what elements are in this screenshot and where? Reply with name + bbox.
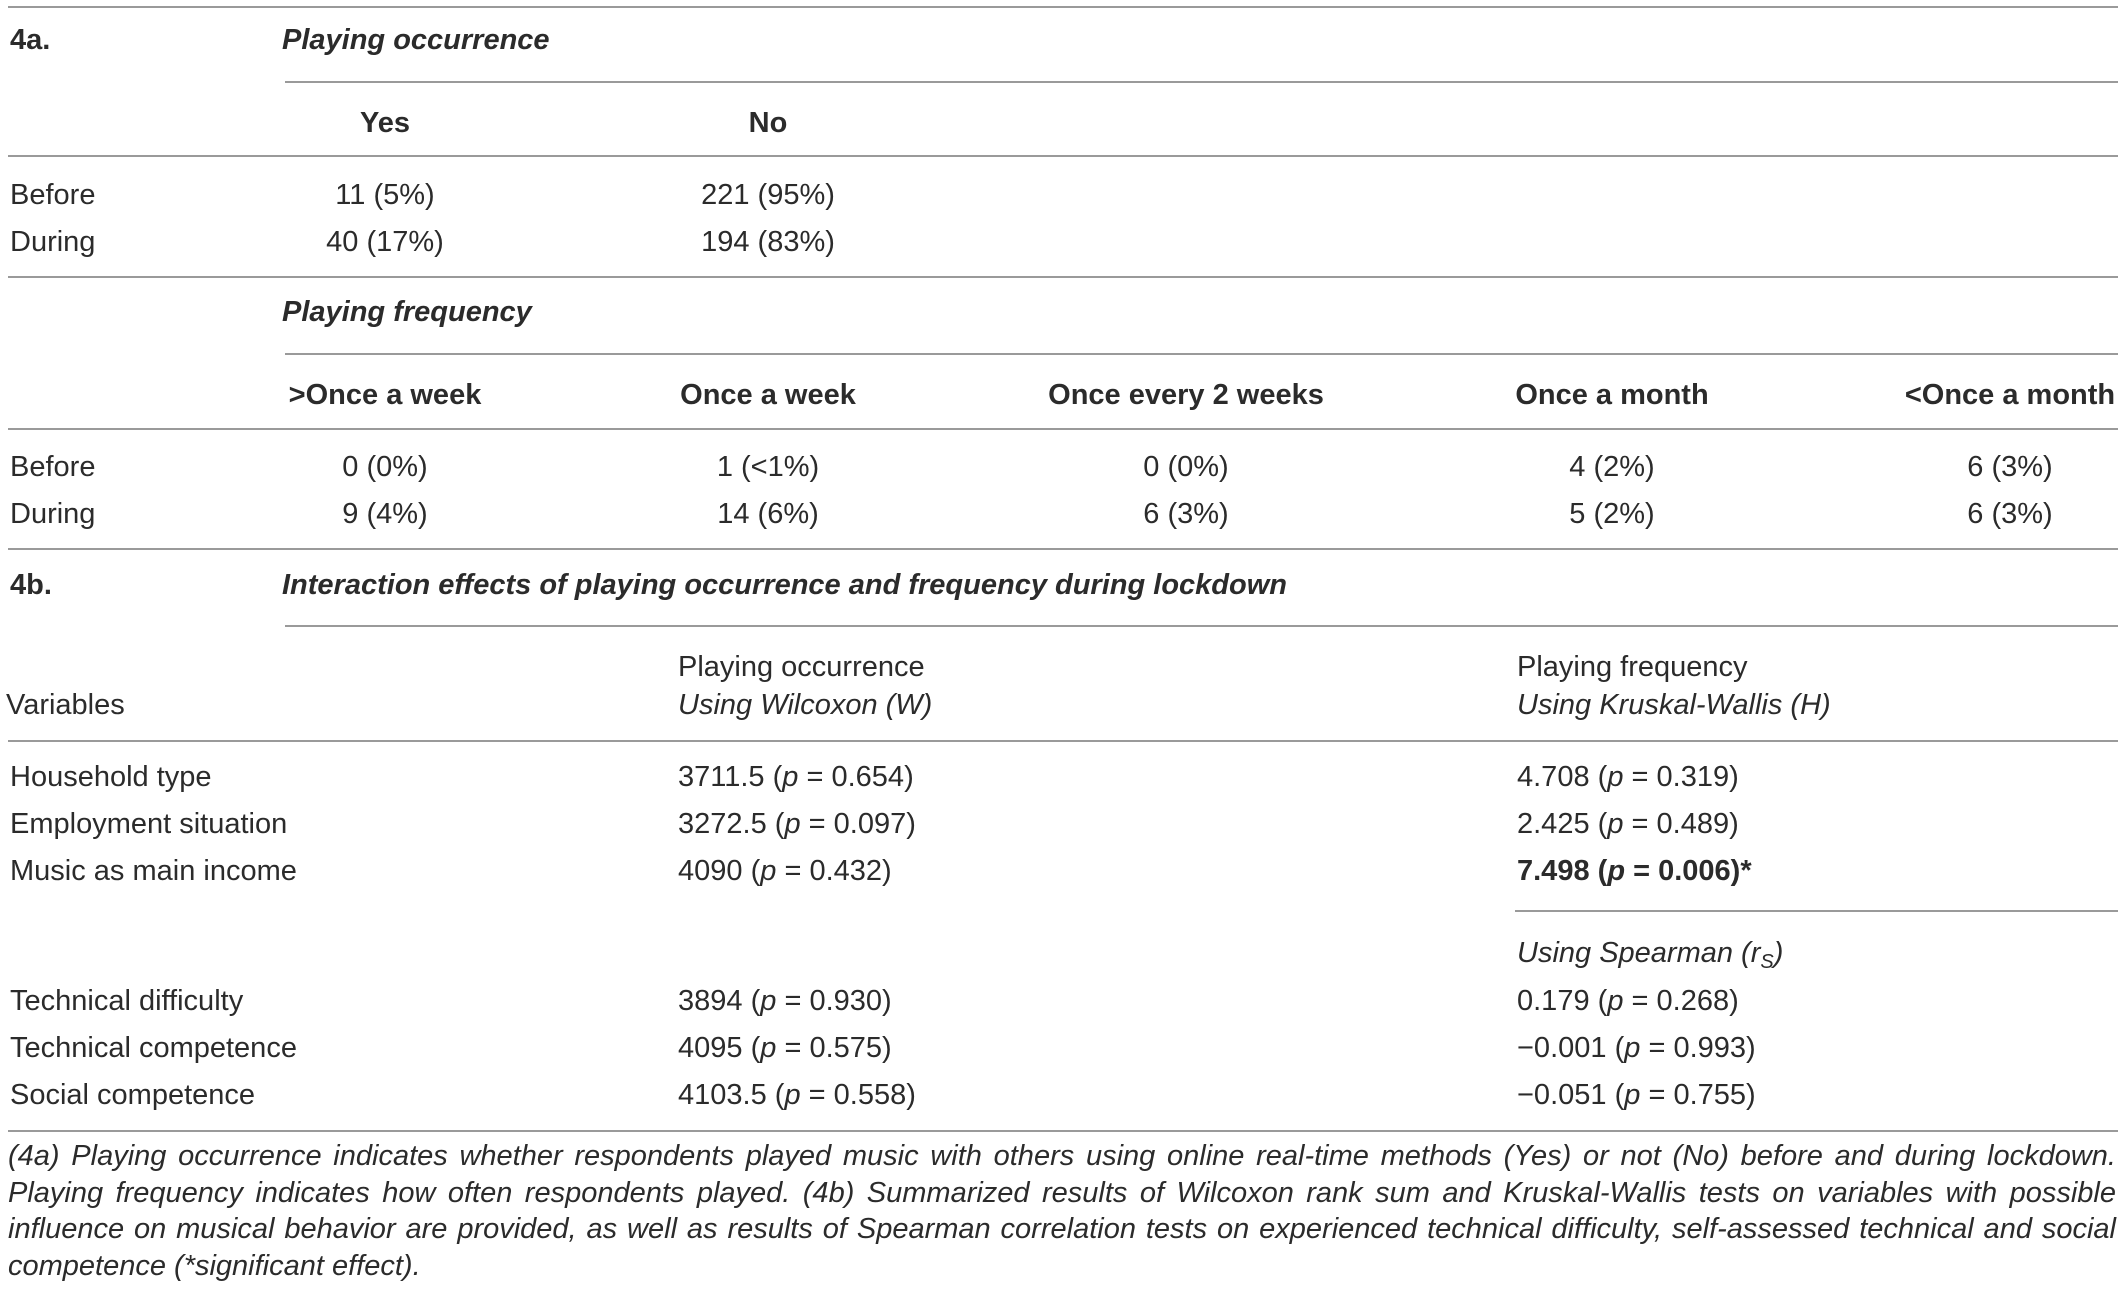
frequency-during-1: 14 (6%) xyxy=(717,498,819,530)
occurrence-columns-rule xyxy=(8,155,2118,157)
part-a-label: 4a. xyxy=(10,24,51,56)
table-bottom-rule xyxy=(8,1130,2118,1132)
row-social-competence-r: −0.051 (p = 0.755) xyxy=(1517,1079,1756,1111)
occurrence-row-before-label: Before xyxy=(10,179,96,211)
frequency-col-weekly: Once a week xyxy=(680,379,856,411)
frequency-row-during-label: During xyxy=(10,498,96,530)
frequency-col-more-than-weekly: >Once a week xyxy=(288,379,482,411)
frequency-before-2: 0 (0%) xyxy=(1143,451,1229,483)
row-income-h-significant: 7.498 (p = 0.006)* xyxy=(1517,855,1752,887)
frequency-col-monthly: Once a month xyxy=(1515,379,1709,411)
spearman-method: Using Spearman $(r_S)$ xyxy=(1517,937,1784,973)
occurrence-header-rule xyxy=(285,81,2118,83)
spearman-rule xyxy=(1515,910,2118,912)
frequency-before-3: 4 (2%) xyxy=(1569,451,1655,483)
occurrence-col-no: No xyxy=(748,107,788,139)
row-employment-h: 2.425 (p = 0.489) xyxy=(1517,808,1739,840)
frequency-during-3: 5 (2%) xyxy=(1569,498,1655,530)
frequency-during-4: 6 (3%) xyxy=(1967,498,2053,530)
occurrence-row-during-label: During xyxy=(10,226,96,258)
frequency-during-0: 9 (4%) xyxy=(342,498,428,530)
row-tech-competence-label: Technical competence xyxy=(10,1032,297,1064)
occurrence-end-rule xyxy=(8,276,2118,278)
occurrence-col-yes: Yes xyxy=(360,107,410,139)
col1-method: Using Wilcoxon (W) xyxy=(678,689,933,721)
col1-title: Playing occurrence xyxy=(678,651,925,683)
significance-marker: * xyxy=(1740,855,1752,887)
frequency-title: Playing frequency xyxy=(282,296,532,328)
row-social-competence-w: 4103.5 (p = 0.558) xyxy=(678,1079,916,1111)
row-tech-competence-w: 4095 (p = 0.575) xyxy=(678,1032,892,1064)
occurrence-before-yes: 11 (5%) xyxy=(335,179,435,211)
row-income-w: 4090 (p = 0.432) xyxy=(678,855,892,887)
row-employment-w: 3272.5 (p = 0.097) xyxy=(678,808,916,840)
frequency-row-before-label: Before xyxy=(10,451,96,483)
row-tech-difficulty-r: 0.179 (p = 0.268) xyxy=(1517,985,1739,1017)
row-household-h: 4.708 (p = 0.319) xyxy=(1517,761,1739,793)
row-household-label: Household type xyxy=(10,761,212,793)
part-a-end-rule xyxy=(8,548,2118,550)
part-b-label: 4b. xyxy=(10,569,52,601)
col2-method: Using Kruskal-Wallis (H) xyxy=(1517,689,1831,721)
row-tech-difficulty-w: 3894 (p = 0.930) xyxy=(678,985,892,1017)
table-footnote: (4a) Playing occurrence indicates whether respondents played music with others using online real-time methods (Yes) or not (No) before and during lockdown. Playing frequency indicates how often respondents played. (4b) Summarized results of Wilcoxon rank sum and Kruskal-Wallis tests on variables with possible influence on musical behavior are provided, as well as results of Spearman correlation tests on experienced technical difficulty, self-assessed technical and social competence (*significant effect). xyxy=(8,1140,2116,1282)
frequency-columns-rule xyxy=(8,428,2118,430)
col2-title: Playing frequency xyxy=(1517,651,1748,683)
part-b-header-rule xyxy=(285,625,2118,627)
row-household-w: 3711.5 (p = 0.654) xyxy=(678,761,914,793)
frequency-col-biweekly: Once every 2 weeks xyxy=(1048,379,1324,411)
frequency-before-0: 0 (0%) xyxy=(342,451,428,483)
row-tech-difficulty-label: Technical difficulty xyxy=(10,985,244,1017)
frequency-during-2: 6 (3%) xyxy=(1143,498,1229,530)
occurrence-before-no: 221 (95%) xyxy=(701,179,835,211)
row-tech-competence-r: −0.001 (p = 0.993) xyxy=(1517,1032,1756,1064)
variables-header: Variables xyxy=(6,689,125,721)
frequency-before-1: 1 (<1%) xyxy=(716,451,820,483)
occurrence-during-no: 194 (83%) xyxy=(701,226,835,258)
row-social-competence-label: Social competence xyxy=(10,1079,256,1111)
frequency-col-less-than-monthly: <Once a month xyxy=(1904,379,2116,411)
part-b-title: Interaction effects of playing occurrence and frequency during lockdown xyxy=(282,569,1287,601)
top-rule xyxy=(8,6,2118,8)
frequency-before-4: 6 (3%) xyxy=(1967,451,2053,483)
row-employment-label: Employment situation xyxy=(10,808,288,840)
occurrence-title: Playing occurrence xyxy=(282,24,550,56)
frequency-header-rule xyxy=(285,353,2118,355)
part-b-columns-rule xyxy=(8,740,2118,742)
occurrence-during-yes: 40 (17%) xyxy=(326,226,444,258)
row-income-label: Music as main income xyxy=(10,855,297,887)
